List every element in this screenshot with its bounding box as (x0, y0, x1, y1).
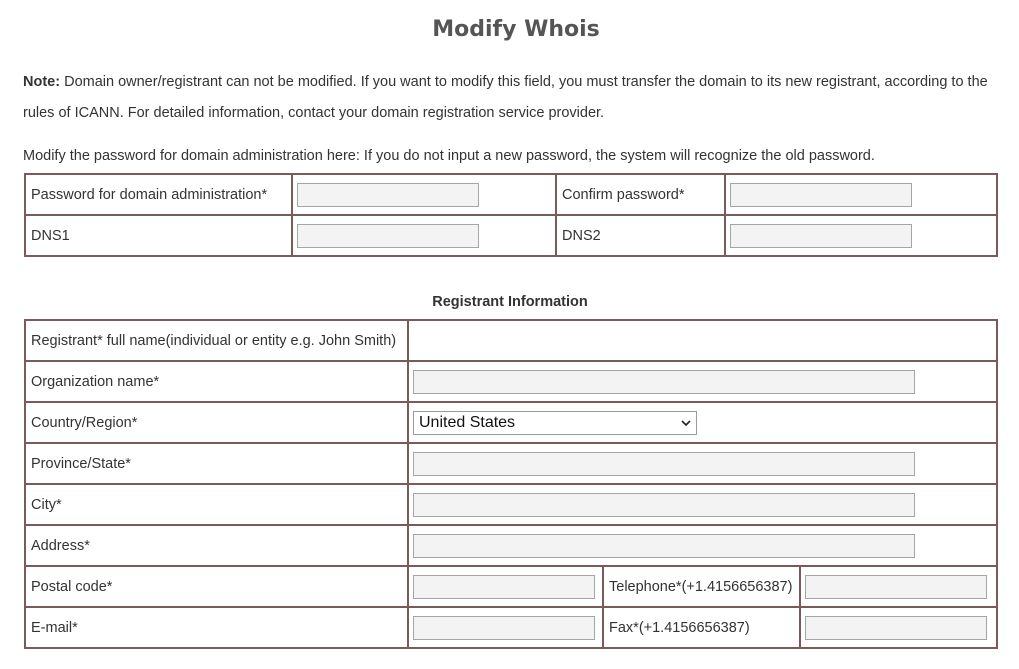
password-row (25, 174, 997, 215)
email-fax-row (25, 607, 997, 648)
address-row (25, 525, 997, 566)
city-cell (408, 484, 997, 525)
email-input[interactable] (413, 616, 595, 640)
telephone-cell (800, 566, 997, 607)
dns2-cell (725, 215, 997, 256)
full-name-label: Registrant* full name(individual or entity e.g. John Smith) (25, 320, 408, 361)
dns2-input[interactable] (730, 224, 912, 248)
fax-input[interactable] (805, 616, 987, 640)
postal-telephone-row (25, 566, 997, 607)
postal-code-cell (408, 566, 603, 607)
telephone-label: Telephone*(+1.4156656387) (603, 566, 800, 607)
dns1-cell (292, 215, 556, 256)
full-name-row (25, 320, 997, 361)
country-selected-value: United States (419, 413, 516, 431)
registrant-table (24, 319, 998, 649)
province-label: Province/State* (25, 443, 408, 484)
password-cell (292, 174, 556, 215)
email-label: E-mail* (25, 607, 408, 648)
password-hint: Modify the password for domain administration here: If you do not input a new password, the system will recognize the old password. (23, 148, 875, 164)
full-name-value (408, 320, 997, 361)
organization-label: Organization name* (25, 361, 408, 402)
dns1-input[interactable] (297, 224, 479, 248)
registrant-section-title: Registrant Information (432, 294, 588, 310)
confirm-password-label: Confirm password* (556, 174, 725, 215)
city-row (25, 484, 997, 525)
province-input[interactable] (413, 452, 915, 476)
confirm-password-input[interactable] (730, 183, 912, 207)
note-text: Domain owner/registrant can not be modified. If you want to modify this field, you must transfer the domain to its new registrant, according to the rules of ICANN. For detailed information, contact your domain registration service provider. (23, 74, 988, 121)
dns1-label: DNS1 (25, 215, 292, 256)
country-label: Country/Region* (25, 402, 408, 443)
province-row (25, 443, 997, 484)
address-cell (408, 525, 997, 566)
address-label: Address* (25, 525, 408, 566)
postal-code-label: Postal code* (25, 566, 408, 607)
password-label: Password for domain administration* (25, 174, 292, 215)
chevron-down-icon (681, 419, 691, 427)
address-input[interactable] (413, 534, 915, 558)
organization-row (25, 361, 997, 402)
city-label: City* (25, 484, 408, 525)
password-dns-table (24, 173, 998, 257)
dns-row (25, 215, 997, 256)
country-row (25, 402, 997, 443)
country-cell (408, 402, 997, 443)
note-label: Note: (23, 74, 61, 90)
fax-cell (800, 607, 997, 648)
country-select[interactable] (413, 411, 697, 435)
note-paragraph (23, 67, 1008, 129)
dns2-label: DNS2 (556, 215, 725, 256)
confirm-password-cell (725, 174, 997, 215)
page-title: Modify Whois (432, 17, 600, 42)
postal-code-input[interactable] (413, 575, 595, 599)
email-cell (408, 607, 603, 648)
telephone-input[interactable] (805, 575, 987, 599)
organization-cell (408, 361, 997, 402)
organization-input[interactable] (413, 370, 915, 394)
city-input[interactable] (413, 493, 915, 517)
province-cell (408, 443, 997, 484)
password-input[interactable] (297, 183, 479, 207)
fax-label: Fax*(+1.4156656387) (603, 607, 800, 648)
